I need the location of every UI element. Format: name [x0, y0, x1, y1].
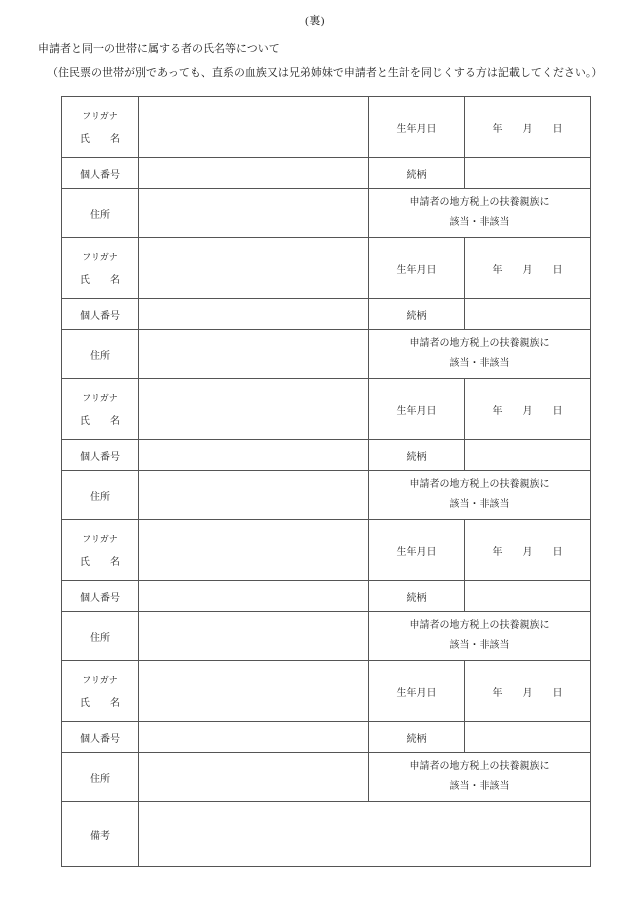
member-address-row — [62, 189, 591, 238]
personal-number-label: 個人番号 — [62, 158, 139, 189]
dependent-status-cell[interactable] — [369, 330, 591, 379]
member-name-row — [62, 97, 591, 158]
name-input-cell[interactable] — [139, 97, 369, 158]
address-input-cell[interactable] — [139, 189, 369, 238]
member-number-row — [62, 299, 591, 330]
name-label: 氏 名 — [80, 557, 120, 568]
dependent-status-cell[interactable] — [369, 189, 591, 238]
remarks-label: 備考 — [62, 802, 139, 867]
address-input-cell[interactable] — [139, 753, 369, 802]
address-label: 住所 — [62, 330, 139, 379]
remarks-row — [62, 802, 591, 867]
furigana-label: フリガナ — [82, 111, 118, 121]
dependent-status-line1: 申請者の地方税上の扶養親族に — [409, 197, 550, 208]
name-label: 氏 名 — [80, 416, 120, 427]
address-input-cell[interactable] — [139, 471, 369, 520]
address-label: 住所 — [62, 612, 139, 661]
member-number-row — [62, 581, 591, 612]
birthdate-input-cell[interactable]: 年 月 日 — [465, 520, 591, 581]
personal-number-label: 個人番号 — [62, 722, 139, 753]
relationship-input-cell[interactable] — [465, 581, 591, 612]
member-name-row — [62, 520, 591, 581]
dependent-status-line2: 該当・非該当 — [449, 499, 510, 510]
personal-number-input-cell[interactable] — [139, 581, 369, 612]
address-label: 住所 — [62, 753, 139, 802]
page-side-label: (裏) — [305, 15, 325, 27]
relationship-label: 続柄 — [369, 581, 465, 612]
member-number-row — [62, 158, 591, 189]
personal-number-input-cell[interactable] — [139, 299, 369, 330]
relationship-label: 続柄 — [369, 440, 465, 471]
birthdate-input-cell[interactable]: 年 月 日 — [465, 97, 591, 158]
birthdate-label: 生年月日 — [369, 661, 465, 722]
dependent-status-line1: 申請者の地方税上の扶養親族に — [409, 479, 550, 490]
name-label: 氏 名 — [80, 275, 120, 286]
member-number-row — [62, 440, 591, 471]
furigana-label: フリガナ — [82, 534, 118, 544]
dependent-status-line1: 申請者の地方税上の扶養親族に — [409, 338, 550, 349]
dependent-status-cell[interactable] — [369, 471, 591, 520]
dependent-status-cell[interactable] — [369, 753, 591, 802]
dependent-status-line1: 申請者の地方税上の扶養親族に — [409, 620, 550, 631]
dependent-status-line2: 該当・非該当 — [449, 781, 510, 792]
name-label-cell — [62, 661, 139, 722]
name-label-cell — [62, 379, 139, 440]
personal-number-label: 個人番号 — [62, 440, 139, 471]
dependent-status-line2: 該当・非該当 — [449, 217, 510, 228]
relationship-input-cell[interactable] — [465, 440, 591, 471]
furigana-label: フリガナ — [82, 675, 118, 685]
relationship-input-cell[interactable] — [465, 158, 591, 189]
name-label: 氏 名 — [80, 134, 120, 145]
form-title: 申請者と同一の世帯に属する者の氏名等について — [38, 43, 280, 55]
remarks-input-cell[interactable] — [139, 802, 591, 867]
dependent-status-line2: 該当・非該当 — [449, 358, 510, 369]
relationship-input-cell[interactable] — [465, 722, 591, 753]
member-blocks — [62, 97, 591, 802]
member-name-row — [62, 379, 591, 440]
dependent-status-line2: 該当・非該当 — [449, 640, 510, 651]
household-members-table — [61, 96, 591, 867]
birthdate-input-cell[interactable]: 年 月 日 — [465, 238, 591, 299]
member-name-row — [62, 238, 591, 299]
furigana-label: フリガナ — [82, 393, 118, 403]
member-address-row — [62, 330, 591, 379]
birthdate-input-cell[interactable]: 年 月 日 — [465, 379, 591, 440]
name-label-cell — [62, 97, 139, 158]
name-input-cell[interactable] — [139, 520, 369, 581]
dependent-status-cell[interactable] — [369, 612, 591, 661]
birthdate-label: 生年月日 — [369, 520, 465, 581]
member-address-row — [62, 612, 591, 661]
address-label: 住所 — [62, 471, 139, 520]
relationship-input-cell[interactable] — [465, 299, 591, 330]
birthdate-label: 生年月日 — [369, 238, 465, 299]
name-label: 氏 名 — [80, 698, 120, 709]
member-address-row — [62, 753, 591, 802]
birthdate-label: 生年月日 — [369, 379, 465, 440]
address-input-cell[interactable] — [139, 612, 369, 661]
relationship-label: 続柄 — [369, 158, 465, 189]
personal-number-label: 個人番号 — [62, 581, 139, 612]
relationship-label: 続柄 — [369, 722, 465, 753]
address-input-cell[interactable] — [139, 330, 369, 379]
personal-number-input-cell[interactable] — [139, 440, 369, 471]
relationship-label: 続柄 — [369, 299, 465, 330]
personal-number-input-cell[interactable] — [139, 158, 369, 189]
name-input-cell[interactable] — [139, 238, 369, 299]
name-input-cell[interactable] — [139, 661, 369, 722]
name-label-cell — [62, 238, 139, 299]
furigana-label: フリガナ — [82, 252, 118, 262]
name-label-cell — [62, 520, 139, 581]
personal-number-label: 個人番号 — [62, 299, 139, 330]
member-number-row — [62, 722, 591, 753]
address-label: 住所 — [62, 189, 139, 238]
birthdate-input-cell[interactable]: 年 月 日 — [465, 661, 591, 722]
member-name-row — [62, 661, 591, 722]
personal-number-input-cell[interactable] — [139, 722, 369, 753]
member-address-row — [62, 471, 591, 520]
dependent-status-line1: 申請者の地方税上の扶養親族に — [409, 761, 550, 772]
birthdate-label: 生年月日 — [369, 97, 465, 158]
name-input-cell[interactable] — [139, 379, 369, 440]
form-note: （住民票の世帯が別であっても、直系の血族又は兄弟姉妹で申請者と生計を同じくする方は記載してください。） — [47, 67, 603, 79]
